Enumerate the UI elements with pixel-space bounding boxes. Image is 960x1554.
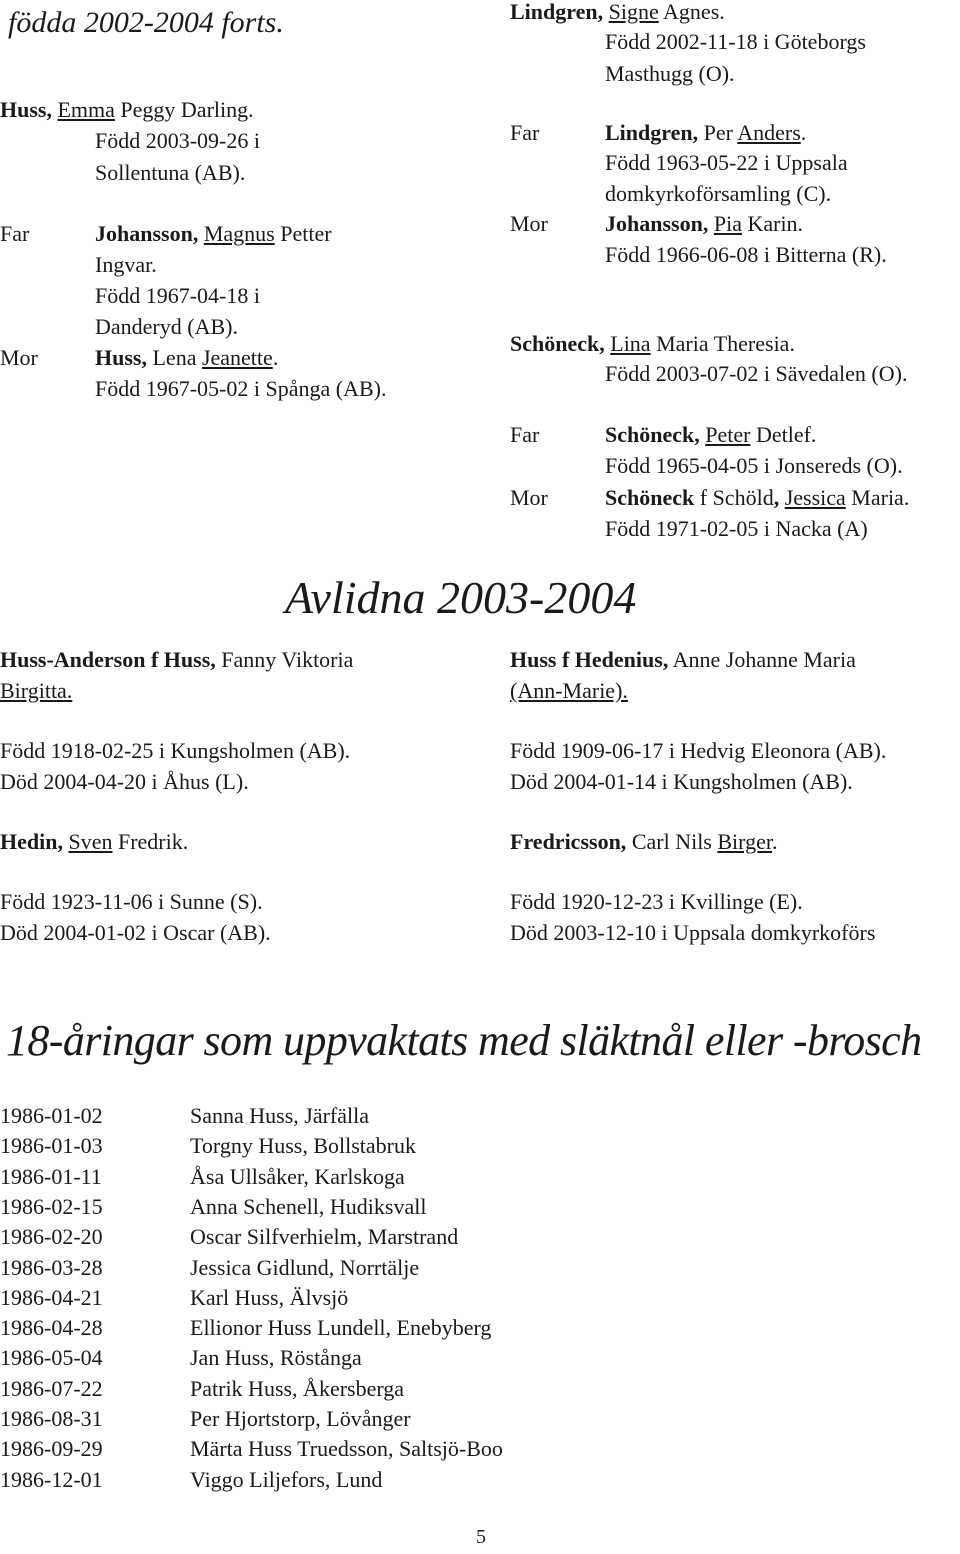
given-name-rest: Petter bbox=[274, 221, 332, 246]
pins-heading: 18-åringar som uppvaktats med släktnål eller -brosch bbox=[6, 1016, 922, 1065]
given-name-called: Anders bbox=[737, 120, 801, 145]
pin-recipient: Per Hjortstorp, Lövånger bbox=[190, 1406, 411, 1431]
pin-recipient: Patrik Huss, Åkersberga bbox=[190, 1375, 405, 1401]
deaths-heading: Avlidna 2003-2004 bbox=[285, 572, 637, 623]
pin-date: 1986-08-31 bbox=[0, 1406, 103, 1431]
surname: Lindgren, bbox=[605, 120, 699, 145]
mother-born: Född 1966-06-08 i Bitterna (R). bbox=[605, 242, 887, 267]
pin-date: 1986-04-28 bbox=[0, 1315, 103, 1341]
given-name-pre: Per bbox=[698, 120, 738, 145]
given-name-called: Pia bbox=[713, 211, 742, 236]
died-line: Död 2004-01-14 i Kungsholmen (AB). bbox=[510, 769, 853, 794]
mother-label: Mor bbox=[0, 345, 38, 370]
pin-date: 1986-01-02 bbox=[0, 1103, 103, 1128]
given-name-rest: Agnes. bbox=[658, 0, 725, 24]
births-heading: födda 2002-2004 forts. bbox=[8, 6, 284, 39]
birth-info-1: Född 2003-09-26 i bbox=[95, 128, 260, 153]
born-line: Född 1920-12-23 i Kvillinge (E). bbox=[510, 889, 803, 914]
pin-recipient: Åsa Ullsåker, Karlskoga bbox=[190, 1163, 405, 1189]
pin-recipient: Karl Huss, Älvsjö bbox=[190, 1284, 349, 1310]
given-name-called: Signe bbox=[608, 0, 659, 24]
child-name bbox=[510, 328, 795, 359]
given-name-called: Jessica bbox=[784, 485, 846, 510]
mother-born: Född 1967-05-02 i Spånga (AB). bbox=[95, 376, 387, 401]
born-line: Född 1918-02-25 i Kungsholmen (AB). bbox=[0, 738, 351, 763]
mother-name bbox=[605, 482, 909, 513]
pin-date: 1986-01-03 bbox=[0, 1133, 103, 1159]
born-line: Född 1909-06-17 i Hedvig Eleonora (AB). bbox=[510, 738, 887, 763]
given-name-called: Jeanette bbox=[201, 345, 273, 370]
deceased-name-2: Birgitta. bbox=[0, 678, 73, 703]
surname: Schöneck bbox=[605, 485, 695, 510]
pin-recipient: Oscar Silfverhielm, Marstrand bbox=[190, 1224, 459, 1250]
surname: Schöneck, bbox=[605, 422, 700, 447]
mother-name bbox=[95, 342, 278, 373]
given-name-post: . bbox=[771, 829, 778, 854]
surname: Huss f Hedenius, bbox=[510, 647, 669, 672]
birth-info-1: Född 2002-11-18 i Göteborgs bbox=[605, 29, 866, 54]
surname: Schöneck, bbox=[510, 331, 605, 356]
deceased-name bbox=[0, 826, 188, 857]
surname: Johansson, bbox=[605, 211, 709, 236]
father-label: Far bbox=[0, 221, 30, 246]
deceased-name bbox=[510, 644, 856, 675]
birth-info-2: Sollentuna (AB). bbox=[95, 160, 246, 185]
given-name-called: Lina bbox=[610, 331, 651, 356]
father-born-2: Danderyd (AB). bbox=[95, 314, 238, 339]
child-name bbox=[0, 94, 254, 125]
given-name-rest: Fredrik. bbox=[112, 829, 189, 854]
pin-recipient: Anna Schenell, Hudiksvall bbox=[190, 1193, 427, 1219]
died-line: Död 2004-04-20 i Åhus (L). bbox=[0, 769, 249, 794]
deceased-name bbox=[0, 644, 353, 675]
mother-label: Mor bbox=[510, 485, 548, 510]
surname: Hedin, bbox=[0, 829, 63, 854]
father-born-2: domkyrkoförsamling (C). bbox=[605, 181, 832, 206]
surname: Fredricsson, bbox=[510, 829, 627, 854]
given-names: Carl Nils bbox=[626, 829, 718, 854]
surname: Huss, bbox=[0, 97, 52, 122]
deceased-name-2: (Ann-Marie). bbox=[510, 678, 628, 703]
died-line: Död 2003-12-10 i Uppsala domkyrkoförs bbox=[510, 920, 876, 945]
given-name-post: . bbox=[800, 120, 807, 145]
given-names: Anne Johanne Maria bbox=[668, 647, 856, 672]
given-name-rest: Maria Theresia. bbox=[650, 331, 795, 356]
father-label: Far bbox=[510, 422, 540, 447]
pin-date: 1986-01-11 bbox=[0, 1163, 102, 1189]
surname: Johansson, bbox=[95, 221, 199, 246]
surname: Lindgren, bbox=[510, 0, 604, 24]
given-name-rest: Peggy Darling. bbox=[114, 97, 254, 122]
father-name-2: Ingvar. bbox=[95, 252, 157, 277]
pin-date: 1986-03-28 bbox=[0, 1254, 103, 1280]
surname: Huss-Anderson f Huss, bbox=[0, 647, 216, 672]
given-name-called: Sven bbox=[68, 829, 113, 854]
pin-recipient: Jan Huss, Röstånga bbox=[190, 1345, 362, 1371]
father-name bbox=[605, 419, 816, 450]
pin-date: 1986-12-01 bbox=[0, 1466, 103, 1492]
given-name-pre: Lena bbox=[146, 345, 202, 370]
pin-date: 1986-07-22 bbox=[0, 1375, 103, 1401]
pin-recipient: Jessica Gidlund, Norrtälje bbox=[190, 1254, 420, 1280]
father-born-1: Född 1967-04-18 i bbox=[95, 283, 260, 308]
father-name bbox=[95, 218, 332, 249]
birth-info-2: Masthugg (O). bbox=[605, 61, 735, 86]
pin-date: 1986-02-20 bbox=[0, 1224, 103, 1250]
pin-date: 1986-09-29 bbox=[0, 1436, 103, 1462]
given-name-called: Emma bbox=[57, 97, 115, 122]
father-label: Far bbox=[510, 120, 540, 145]
given-name-rest: Karin. bbox=[741, 211, 804, 236]
pin-recipient: Viggo Liljefors, Lund bbox=[190, 1466, 383, 1492]
birth-info: Född 2003-07-02 i Sävedalen (O). bbox=[605, 361, 908, 386]
given-name-called: Peter bbox=[705, 422, 751, 447]
pin-recipient: Sanna Huss, Järfälla bbox=[190, 1103, 370, 1128]
maiden-name: f Schöld bbox=[694, 485, 774, 510]
comma: , bbox=[773, 485, 780, 510]
pin-date: 1986-04-21 bbox=[0, 1284, 103, 1310]
pin-date: 1986-02-15 bbox=[0, 1193, 103, 1219]
pin-recipient: Torgny Huss, Bollstabruk bbox=[190, 1133, 417, 1159]
given-name-rest: Maria. bbox=[845, 485, 910, 510]
child-name bbox=[510, 0, 725, 27]
mother-born: Född 1971-02-05 i Nacka (A) bbox=[605, 516, 868, 541]
given-names: Fanny Viktoria bbox=[215, 647, 354, 672]
pin-recipient: Ellionor Huss Lundell, Enebyberg bbox=[190, 1315, 492, 1341]
died-line: Död 2004-01-02 i Oscar (AB). bbox=[0, 920, 271, 945]
father-born: Född 1965-04-05 i Jonsereds (O). bbox=[605, 453, 903, 478]
pin-date: 1986-05-04 bbox=[0, 1345, 103, 1371]
given-name-post: . bbox=[272, 345, 279, 370]
given-name-rest: Detlef. bbox=[750, 422, 817, 447]
deceased-name bbox=[510, 826, 777, 857]
pin-recipient: Märta Huss Truedsson, Saltsjö-Boo bbox=[190, 1436, 503, 1462]
given-name-called: Birger bbox=[717, 829, 772, 854]
mother-label: Mor bbox=[510, 211, 548, 236]
page-number: 5 bbox=[476, 1526, 486, 1548]
father-name bbox=[605, 117, 806, 148]
given-name-called: Magnus bbox=[203, 221, 275, 246]
born-line: Född 1923-11-06 i Sunne (S). bbox=[0, 889, 263, 914]
surname: Huss, bbox=[95, 345, 147, 370]
mother-name bbox=[605, 208, 803, 239]
father-born-1: Född 1963-05-22 i Uppsala bbox=[605, 150, 848, 175]
